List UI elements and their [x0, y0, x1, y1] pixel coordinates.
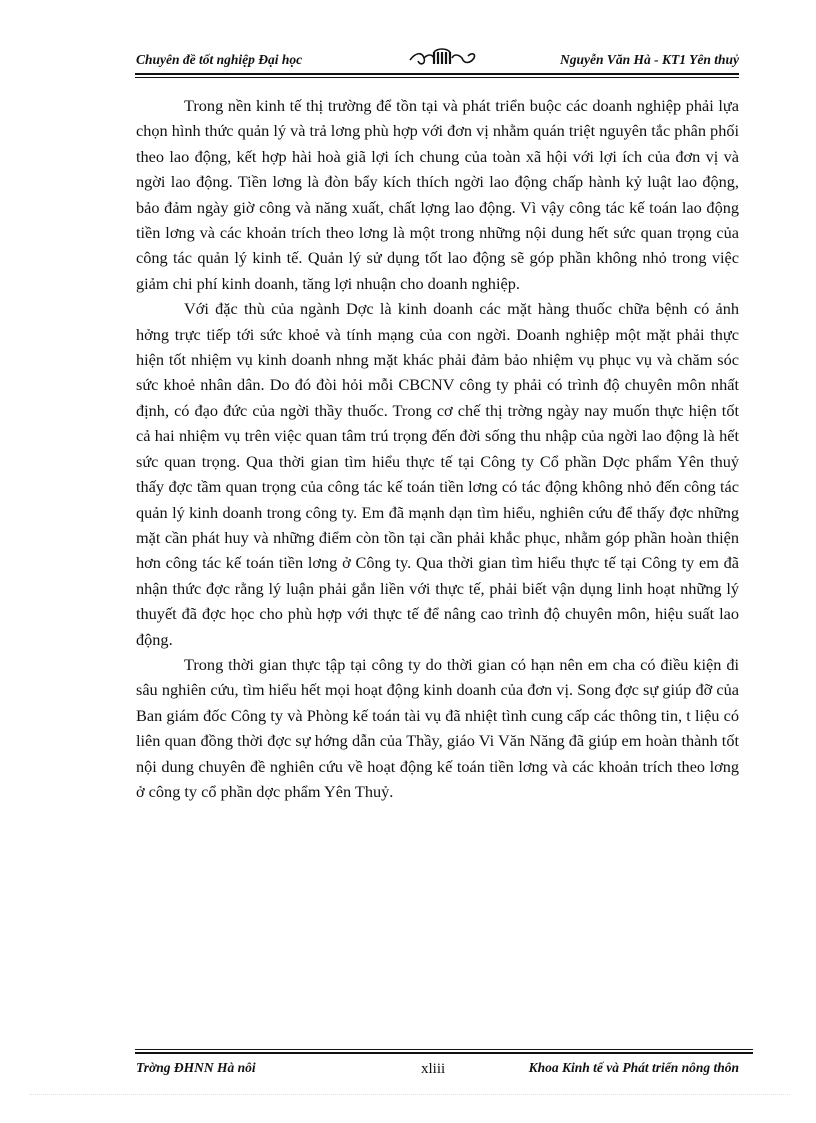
- header-rule-thin: [135, 77, 739, 78]
- page-number: xliii: [421, 1061, 446, 1077]
- header-rule-thick: [135, 73, 739, 75]
- paragraph: Trong nền kinh tế thị trường để tồn tại và phát triển buộc các doanh nghiệp phải lựa chọn hình thức quản lý và trả lơng phù hợp với đơn vị nhằm quán triệt nguyên tắc phân phối theo lao động, kết hợp hài hoà giã lợi ích chung của toàn xã hội với lợi ích của đơn vị và ngời lao động. Tiền lơng là đòn bẩy kích thích ngời lao động chấp hành kỷ luật lao động, bảo đảm ngày giờ công và năng xuất, chất lợng lao động. Vì vậy công tác kế toán lao động tiền lơng và các khoản trích theo lơng là một trong những nội dung hết sức quan trọng của công tác quản lý kinh tế. Quản lý sử dụng tốt lao động sẽ góp phần không nhỏ trong việc giảm chi phí kinh doanh, tăng lợi nhuận cho doanh nghiệp.: [136, 96, 739, 293]
- paragraph: Với đặc thù của ngành Dợc là kinh doanh các mặt hàng thuốc chữa bệnh có ảnh hởng trực tiếp tới sức khoẻ và tính mạng của con ngời. Doanh nghiệp một mặt phải thực hiện tốt nhiệm vụ kinh doanh nhng mặt khác phải đảm bảo nhiệm vụ phục vụ và chăm sóc sức khoẻ nhân dân. Do đó đòi hỏi mỗi CBCNV công ty phải có trình độ chuyên môn nhất định, có đạo đức của ngời thầy thuốc. Trong cơ chế thị trờng ngày nay muốn thực hiện tốt cả hai nhiệm vụ trên việc quan tâm trú trọng đến đời sống thu nhập của ngời lao động là hết sức quan trọng. Qua thời gian tìm hiểu thực tế tại Công ty Cổ phần Dợc phẩm Yên thuỷ thấy đợc tầm quan trọng của công tác kế toán tiền lơng có tác động không nhỏ đến công tác quản lý kinh doanh trong công ty. Em đã mạnh dạn tìm hiểu, nghiên cứu để thấy đợc những mặt cần phát huy và những điểm còn tồn tại cần phải khắc phục, nhằm góp phần hoàn thiện hơn công tác kế toán tiền lơng ở Công ty. Qua thời gian tìm hiểu thực tế tại Công ty em đã nhận thức đợc rằng lý luận phải gắn liền với thực tế, phải biết vận dụng linh hoạt những lý thuyết đã đợc học cho phù hợp với thực tế để nâng cao trình độ chuyên môn, hiệu suất lao động.: [136, 299, 739, 649]
- page-footer: [136, 1060, 739, 1082]
- footer-right-text: Khoa Kinh tế và Phát triển nông thôn: [528, 1060, 739, 1075]
- page-header: [136, 46, 739, 74]
- decorative-flourish-icon: [408, 46, 478, 70]
- paragraph: Trong thời gian thực tập tại công ty do thời gian có hạn nên em cha có điều kiện đi sâu nghiên cứu, tìm hiểu hết mọi hoạt động kinh doanh của đơn vị. Song đợc sự giúp đỡ của Ban giám đốc Công ty và Phòng kế toán tài vụ đã nhiệt tình cung cấp các thông tin, t liệu có liên quan đồng thời đợc sự hớng dẫn của Thầy, giáo Vi Văn Năng đã giúp em hoàn thành tốt nội dung chuyên đề nghiên cứu về hoạt động kế toán tiền lơng và các khoản trích theo lơng ở công ty cổ phần dợc phẩm Yên Thuỷ.: [136, 654, 739, 801]
- footer-rule-thick: [135, 1052, 753, 1054]
- header-right-text: Nguyễn Văn Hà - KT1 Yên thuỷ: [559, 52, 739, 67]
- bottom-dotted-divider: [30, 1094, 790, 1095]
- header-left-text: Chuyên đề tốt nghiệp Đại học: [136, 52, 303, 67]
- footer-left-text: Trờng ĐHNN Hà nôi: [136, 1060, 256, 1075]
- footer-rule-thin: [135, 1049, 753, 1050]
- body-text: [136, 93, 739, 804]
